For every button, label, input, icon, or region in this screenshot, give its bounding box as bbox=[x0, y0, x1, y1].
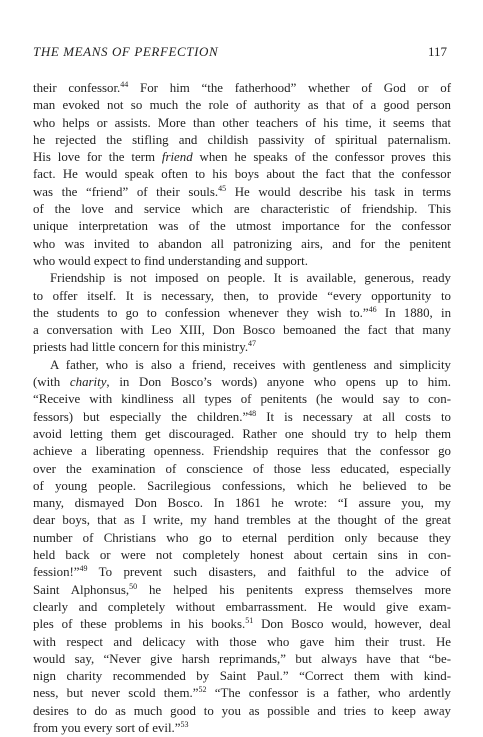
text-line bbox=[33, 616, 451, 633]
text-run: number of Christians who go to eternal perdition only because they bbox=[33, 530, 451, 545]
running-head bbox=[33, 42, 447, 62]
text-run: fessors) but especially the children.” bbox=[33, 409, 249, 424]
text-run: held back or were not completely honest about certain sins in con- bbox=[33, 548, 451, 563]
text-run: ness, but never scold them.” bbox=[33, 686, 199, 701]
text-line bbox=[33, 530, 451, 547]
text-run: Friendship is not imposed on people. It is available, generous, ready bbox=[50, 271, 451, 286]
text-line bbox=[33, 668, 451, 685]
text-run: , in Don Bosco’s words) anyone who opens up to him. bbox=[106, 375, 452, 390]
text-run: unique interpretation was of the utmost importance for the confessor bbox=[33, 219, 451, 234]
text-line bbox=[33, 409, 451, 426]
text-run: would say, “Never give harsh reprimands,” but always have that “be- bbox=[33, 651, 451, 666]
footnote-ref: 47 bbox=[248, 339, 257, 349]
text-line bbox=[33, 166, 451, 183]
text-line bbox=[33, 634, 451, 651]
text-line bbox=[33, 391, 451, 408]
text-run: Don Bosco would, however, deal bbox=[253, 617, 452, 632]
text-run: nign charity recommended by Saint Paul.” “Correct them with kind- bbox=[33, 669, 451, 684]
text-line bbox=[33, 582, 451, 599]
text-line bbox=[33, 80, 451, 97]
footnote-ref: 51 bbox=[245, 616, 254, 626]
text-run: For him “the fatherhood” whether of God or of bbox=[128, 81, 451, 95]
text-line bbox=[33, 357, 451, 374]
body-text bbox=[33, 80, 451, 737]
footnote-ref: 52 bbox=[198, 685, 207, 695]
text-run: who helps or assists. More than other teachers of his time, it seems that bbox=[33, 115, 451, 130]
text-line bbox=[33, 443, 451, 460]
text-line bbox=[33, 288, 451, 305]
text-run: over the examination of conscience of those less educated, especially bbox=[33, 461, 451, 476]
text-run: many, dismayed Don Bosco. In 1861 he wrote: “I assure you, my bbox=[33, 496, 451, 511]
text-run: their confessor. bbox=[33, 81, 121, 95]
text-run: the students to go to confession whenever they wish to.” bbox=[33, 305, 369, 320]
text-line bbox=[33, 97, 451, 114]
text-run: when he speaks of the confessor proves this bbox=[192, 150, 451, 165]
text-run: desires to do as much good to you as possible and tries to keep away bbox=[33, 703, 451, 718]
text-line bbox=[33, 115, 451, 132]
text-run: to offer itself. It is necessary, then, to provide “every opportunity to bbox=[33, 288, 451, 303]
text-run: A father, who is also a friend, receives with gentleness and simplicity bbox=[50, 357, 451, 372]
text-run: priests had little concern for this ministry. bbox=[33, 340, 249, 355]
text-line bbox=[33, 270, 451, 287]
text-line bbox=[33, 322, 451, 339]
text-run: with respect and delicacy with those who gave him their trust. He bbox=[33, 634, 451, 649]
text-run: of the love and service which are characteristic of friendship. This bbox=[33, 202, 451, 217]
text-run: “Receive with kindliness all types of penitents (he would say to con- bbox=[33, 392, 451, 407]
text-line bbox=[33, 720, 451, 737]
text-line bbox=[33, 685, 451, 702]
text-run: from you every sort of evil.” bbox=[33, 720, 181, 735]
text-run: dear boys, that as I write, my hand trembles at the thought of the great bbox=[33, 513, 451, 528]
text-run: It is necessary at all costs to bbox=[256, 409, 451, 424]
text-line bbox=[33, 564, 451, 581]
text-line bbox=[33, 339, 451, 356]
text-line bbox=[33, 599, 451, 616]
text-run: who would expect to find understanding and support. bbox=[33, 253, 308, 268]
text-run: was the “friend” of their souls. bbox=[33, 184, 219, 199]
text-run: (with bbox=[33, 375, 70, 390]
text-run: achieve a liberating openness. Friendship requires that the confessor go bbox=[33, 444, 451, 459]
text-run: fession!” bbox=[33, 565, 80, 580]
text-line bbox=[33, 478, 451, 495]
footnote-ref: 44 bbox=[120, 80, 129, 89]
text-line bbox=[33, 512, 451, 529]
text-line bbox=[33, 184, 451, 201]
text-run: fact. He would speak often to his boys about the fact that the confessor bbox=[33, 167, 451, 182]
text-run: Saint Alphonsus, bbox=[33, 582, 130, 597]
italic-term: charity bbox=[69, 375, 107, 390]
text-run: man evoked not so much the role of authority as that of a good person bbox=[33, 98, 451, 113]
italic-term: friend bbox=[161, 150, 193, 165]
text-run: ples of these problems in his books. bbox=[33, 617, 246, 632]
text-run: In 1880, in bbox=[376, 305, 452, 320]
page-number: 117 bbox=[427, 44, 447, 59]
text-run: he helped his penitents express themselves more bbox=[137, 582, 451, 597]
footnote-ref: 46 bbox=[368, 304, 377, 314]
text-line bbox=[33, 651, 451, 668]
text-run: To prevent such disasters, and faithful to the advice of bbox=[87, 565, 451, 580]
running-title: THE MEANS OF PERFECTION bbox=[33, 44, 219, 59]
footnote-ref: 49 bbox=[79, 564, 88, 574]
text-run: His love for the term bbox=[33, 150, 162, 165]
text-line bbox=[33, 703, 451, 720]
text-line bbox=[33, 461, 451, 478]
text-run: a conversation with Leo XIII, Don Bosco bemoaned the fact that many bbox=[33, 323, 451, 338]
footnote-ref: 50 bbox=[129, 581, 138, 591]
text-run: He would describe his task in terms bbox=[226, 184, 451, 199]
footnote-ref: 48 bbox=[248, 408, 257, 418]
text-run: clearly and completely without embarrassment. He would give exam- bbox=[33, 599, 451, 614]
text-run: “The confessor is a father, who ardently bbox=[206, 686, 452, 701]
footnote-ref: 45 bbox=[218, 183, 227, 193]
text-line bbox=[33, 201, 451, 218]
text-line bbox=[33, 218, 451, 235]
text-line bbox=[33, 236, 451, 253]
text-line bbox=[33, 495, 451, 512]
text-line bbox=[33, 132, 451, 149]
text-line bbox=[33, 374, 451, 391]
text-line bbox=[33, 426, 451, 443]
text-line bbox=[33, 305, 451, 322]
footnote-ref: 53 bbox=[180, 719, 189, 729]
text-line bbox=[33, 547, 451, 564]
text-line bbox=[33, 149, 451, 166]
text-run: avoid letting them get discouraged. Rather one should try to help them bbox=[33, 426, 451, 441]
text-run: who was invited to abandon all patronizing airs, and for the penitent bbox=[33, 236, 451, 251]
text-line bbox=[33, 253, 451, 270]
text-run: of young people. Sacrilegious confessions, which he believed to be bbox=[33, 478, 451, 493]
text-run: he rejected the stifling and childish passivity of spiritual paternalism. bbox=[33, 132, 451, 147]
